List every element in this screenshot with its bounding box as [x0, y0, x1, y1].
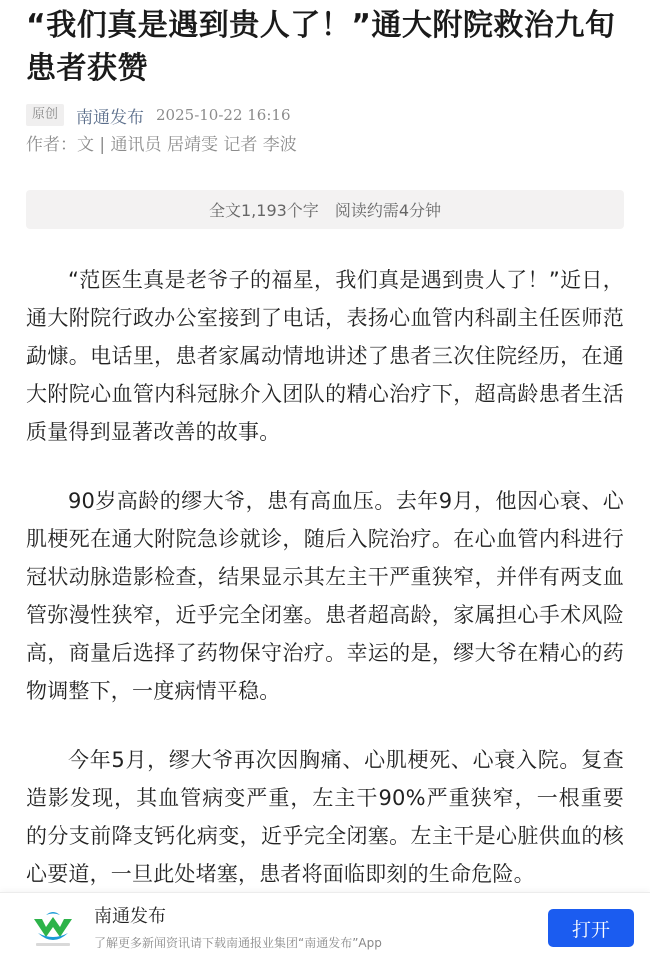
read-info-bar	[26, 190, 624, 229]
app-download-banner	[0, 892, 650, 963]
app-name: 南通发布	[94, 906, 166, 927]
source-link[interactable]: 南通发布	[76, 107, 145, 128]
paragraph: “范医生真是老爷子的福星，我们真是遇到贵人了！”近日，通大附院行政办公室接到了电话，表扬心血管内科副主任医师范勐慷。电话里，患者家属动情地讲述了患者三次住院经历，在通大附院心血管内科冠脉介入团队的精心治疗下，超高龄患者生活质量得到显著改善的故事。	[26, 268, 624, 444]
original-tag: 原创	[26, 104, 64, 126]
word-count: 全文1,193个字	[209, 201, 319, 220]
app-text	[94, 904, 548, 952]
read-time: 阅读约需4分钟	[334, 201, 441, 220]
app-description: 了解更多新闻资讯请下载南通报业集团“南通发布”App	[94, 936, 382, 950]
article-title: “我们真是遇到贵人了！”通大附院救治九旬患者获赞	[26, 8, 616, 86]
open-app-button[interactable]: 打开	[548, 909, 634, 947]
paragraph: 今年5月，缪大爷再次因胸痛、心肌梗死、心衰入院。复查造影发现，其血管病变严重，左主干90%严重狭窄，一根重要的分支前降支钙化病变，近乎完全闭塞。左主干是心脏供血的核心要道，一旦此处堵塞，患者将面临即刻的生命危险。	[26, 748, 624, 886]
paragraph: 90岁高龄的缪大爷，患有高血压。去年9月，他因心衰、心肌梗死在通大附院急诊就诊，随后入院治疗。在心血管内科进行冠状动脉造影检查，结果显示其左主干严重狭窄，并伴有两支血管弥漫性狭窄，近乎完全闭塞。患者超高龄，家属担心手术风险高，商量后选择了药物保守治疗。幸运的是，缪大爷在精心的药物调整下，一度病情平稳。	[26, 489, 624, 703]
author-line: 作者：文 | 通讯员 居靖雯 记者 李波	[26, 135, 297, 155]
app-logo-icon	[28, 903, 78, 953]
publish-time: 2025-10-22 16:16	[156, 106, 291, 124]
article-meta	[26, 102, 624, 128]
article-content	[26, 261, 624, 893]
